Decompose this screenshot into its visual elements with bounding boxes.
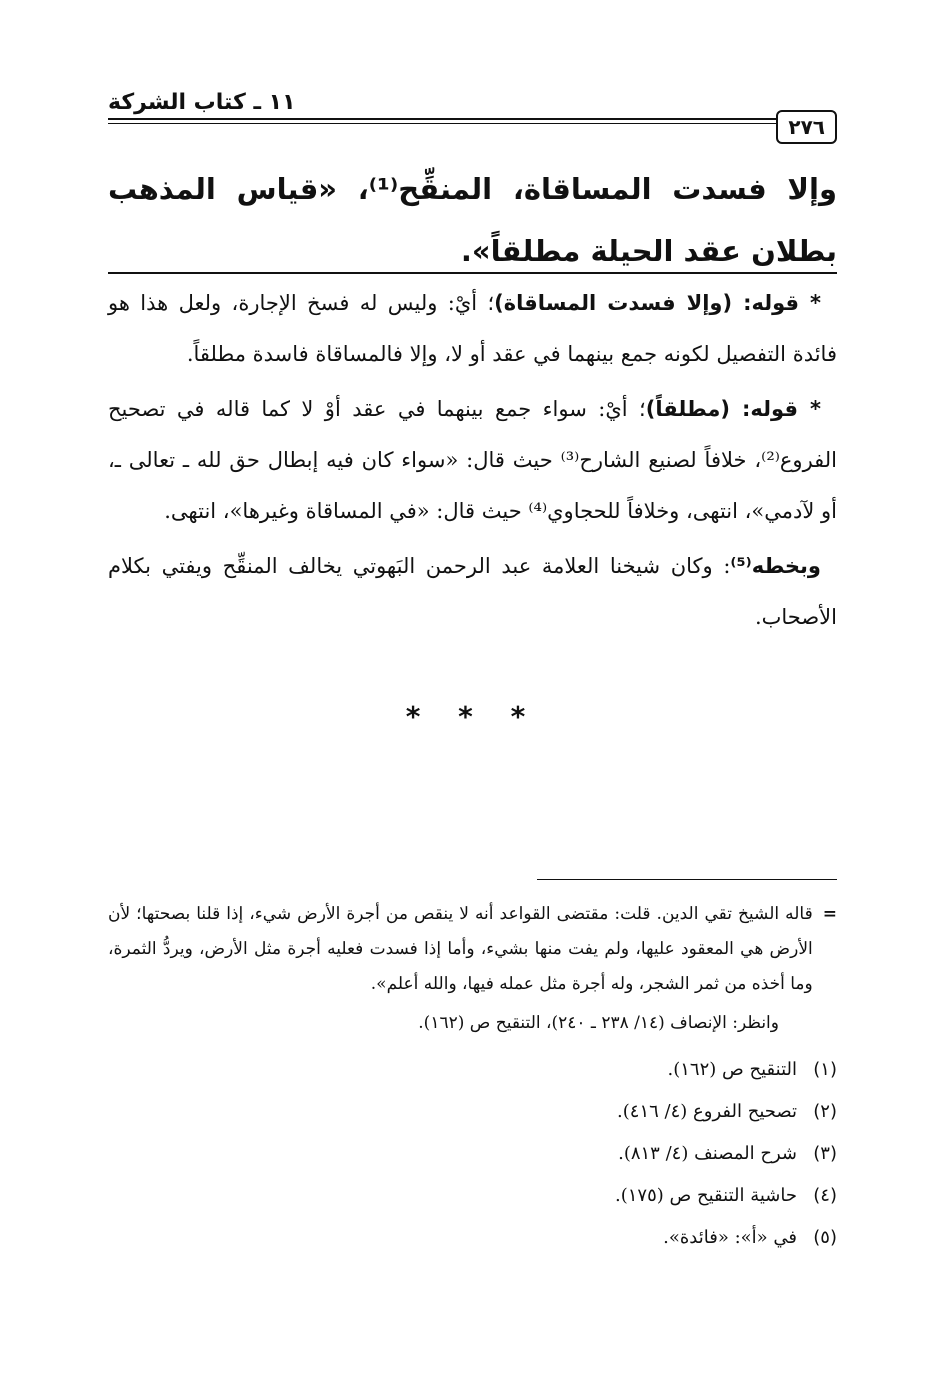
matn-rule [108, 272, 837, 274]
commentary [108, 278, 837, 647]
continuation-text: قاله الشيخ تقي الدين. قلت: مقتضى القواعد أنه لا ينقص من أجرة الأرض شيء، إذا قلنا بصحتها؛ لأن الأرض هي المعقود عليها، ولم يفت منها بشيء، وأما إذا فسدت فعليه أجرة مثل الأرض، ويردُّ الثمرة، وما أخذه من ثمر الشجر، وله أجرة مثل عمله فيها، والله أعلم». [108, 904, 813, 994]
footnote-continuation [108, 897, 837, 1002]
commentary-lead: * قوله: (مطلقاً) [645, 397, 821, 421]
footnote-text: في «أ»: «فائدة». [663, 1227, 797, 1248]
commentary-paragraph [108, 278, 837, 380]
footnote-text: حاشية التنقيح ص (١٧٥). [615, 1185, 797, 1206]
commentary-paragraph [108, 384, 837, 537]
footnote-see-also: وانظر: الإنصاف (١٤/ ٢٣٨ ـ ٢٤٠)، التنقيح ص (١٦٢). [418, 1013, 779, 1033]
continuation-marker: = [822, 904, 837, 924]
section-ornament: * * * [405, 700, 540, 733]
commentary-text: : وكان شيخنا العلامة عبد الرحمن البَهوتي يخالف المنقِّح ويفتي بكلام الأصحاب. [108, 554, 837, 629]
page-number: ٢٧٦ [776, 110, 837, 144]
footnote-text: تصحيح الفروع (٤/ ٤١٦). [617, 1101, 797, 1122]
footnote-item [108, 1217, 837, 1259]
footnote-number: (٤) [813, 1185, 837, 1206]
footnote-number: (١) [813, 1059, 837, 1080]
running-title: ١١ ـ كتاب الشركة [108, 90, 296, 115]
commentary-lead: وبخطه⁽⁵⁾ [730, 554, 821, 578]
commentary-paragraph [108, 541, 837, 643]
footnote-text: التنقيح ص (١٦٢). [667, 1059, 797, 1080]
footnote-number: (٥) [813, 1227, 837, 1248]
footnote-number: (٣) [813, 1143, 837, 1164]
page-header [108, 84, 837, 144]
commentary-text: ؛ أيْ: وليس له فسخ الإجارة، ولعل هذا هو فائدة التفصيل لكونه جمع بينهما في عقد أو لا، وإلا فالمساقاة فاسدة مطلقاً. [108, 291, 837, 366]
footnote-item [108, 1091, 837, 1133]
footnote-number: (٢) [813, 1101, 837, 1122]
footnote-rule [537, 879, 837, 880]
footnote-text: شرح المصنف (٤/ ٨١٣). [618, 1143, 797, 1164]
header-rule [108, 118, 779, 124]
commentary-text: ؛ أيْ: سواء جمع بينهما في عقد أوْ لا كما قاله في تصحيح الفروع⁽²⁾، خلافاً لصنيع الشارح⁽³⁾ حيث قال: «سواء كان فيه إبطال حق لله ـ تعالى ـ، أو لآدمي»، انتهى، وخلافاً للحجاوي⁽⁴⁾ حيث قال: «في المساقاة وغيرها»، انتهى. [108, 397, 838, 523]
commentary-lead: * قوله: (وإلا فسدت المساقاة) [494, 291, 821, 315]
footnotes [108, 897, 837, 1259]
footnote-item [108, 1133, 837, 1175]
footnote-item [108, 1175, 837, 1217]
matn-text: وإلا فسدت المساقاة، المنقِّح⁽¹⁾، «قياس المذهب بطلان عقد الحيلة مطلقاً». [108, 172, 837, 268]
footnote-list [108, 1049, 837, 1259]
footnote-item [108, 1049, 837, 1091]
